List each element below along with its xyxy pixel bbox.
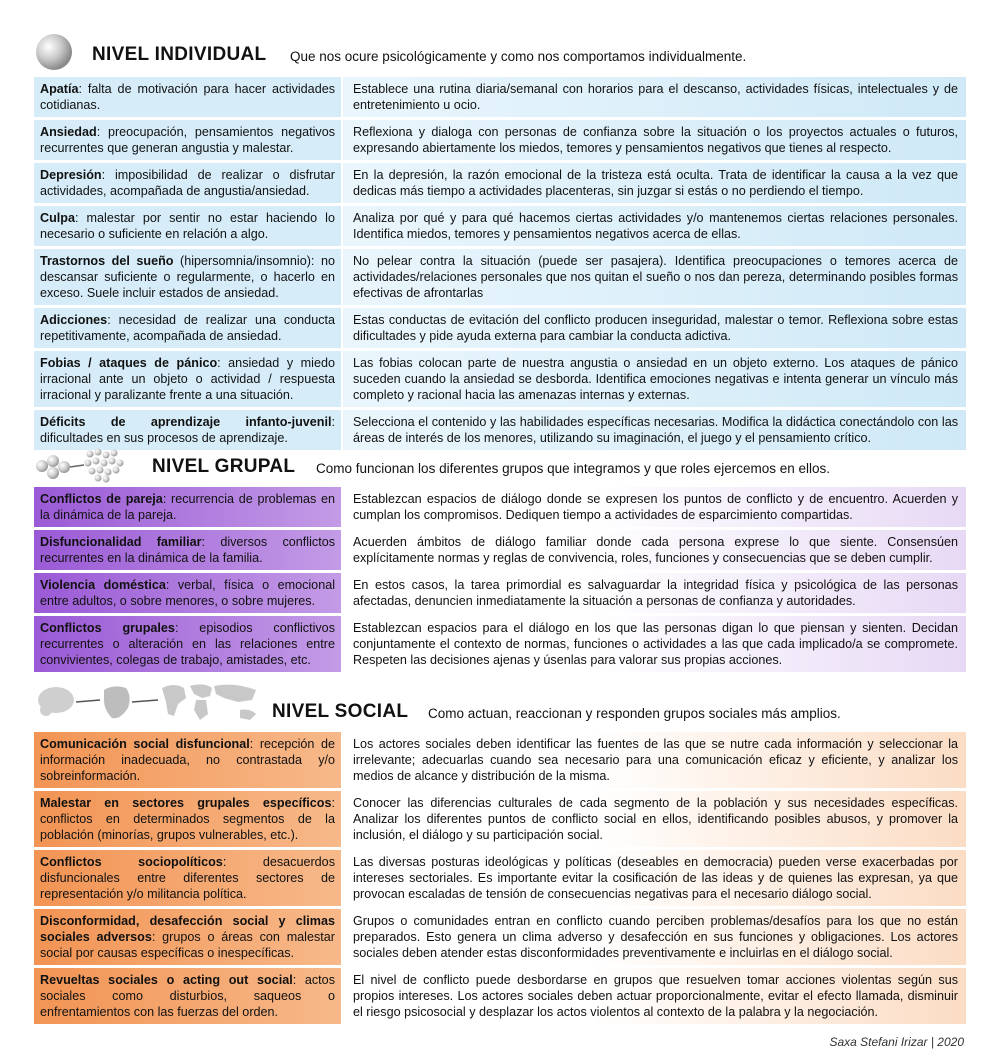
issue-description: : diversos conflictos recurrentes en la dinámica de la familia. [40,535,335,565]
issue-term: Culpa [40,211,75,225]
issue-description: (hipersomnia/insomnio): no descansar suficiente o regularmente, o hacerlo en exceso. Suele incluir estados de ansiedad. [40,254,335,300]
issue-description: : desacuerdos disfuncionales entre diferentes sectores de representación y/o militancia política. [40,855,335,901]
section-subtitle: Como actuan, reaccionan y responden grupos sociales más amplios. [428,706,841,721]
issue-cell [34,530,343,570]
issue-cell [34,351,343,407]
issue-description: : falta de motivación para hacer actividades cotidianas. [40,82,335,112]
issue-term: Déficits de aprendizaje infanto-juvenil [40,415,332,429]
table-row [34,616,966,675]
issue-term: Disconformidad, desafección social y climas sociales adversos [40,914,335,944]
table-row [34,530,966,573]
social-header [0,680,1000,724]
recommendation-cell: El nivel de conflicto puede desbordarse en grupos que resuelven tomar acciones violentas según sus propios intereses. Los actores sociales deben actuar proporcionalmente, evitar el efecto llamada, disminuir el riesgo psicosocial y desplazar los actos violentos al contexto de la palabra y la negociación. [343,968,966,1024]
issue-term: Disfuncionalidad familiar [40,535,202,549]
table-row [34,206,966,249]
sphere-icon [34,32,74,72]
issue-cell [34,909,343,965]
issue-description: : imposibilidad de realizar o disfrutar actividades, acompañada de angustia/ansiedad. [40,168,335,198]
issue-cell [34,206,343,246]
issue-term: Conflictos grupales [40,621,175,635]
issue-cell [34,732,343,788]
issue-description: : recepción de información inadecuada, no contrastada y/o sobreinformación. [40,737,335,783]
table-row [34,249,966,308]
issue-term: Adicciones [40,313,108,327]
individual-header [0,30,1000,74]
recommendation-cell: Reflexiona y dialoga con personas de confianza sobre la situación o los proyectos actuales o futuros, expresando abiertamente los miedos, temores y pensamientos negativos que tienes al respecto. [343,120,966,160]
issue-term: Trastornos del sueño [40,254,174,268]
issue-term: Depresión [40,168,102,182]
issue-term: Malestar en sectores grupales específicos [40,796,332,810]
author-credit: Saxa Stefani Irizar | 2020 [829,1035,964,1049]
issue-description: : actos sociales como disturbios, saqueos o enfrentamientos con las fuerzas del orden. [40,973,335,1019]
issue-description: : malestar por sentir no estar haciendo lo necesario o suficiente en relación a algo. [40,211,335,241]
issue-description: : episodios conflictivos recurrentes o alteración en las relaciones entre convivientes, colegas de trabajo, amistades, etc. [40,621,335,667]
issue-cell [34,487,343,527]
table-row [34,968,966,1027]
recommendation-cell: Selecciona el contenido y las habilidades específicas necesarias. Modifica la didáctica conectándolo con las áreas de interés de los menores, utilizando su imaginación, el juego y el pensamiento crítico. [343,410,966,450]
grupal-table [34,487,966,675]
issue-cell [34,249,343,305]
table-row [34,77,966,120]
recommendation-cell: Establezcan espacios para el diálogo en los que las personas digan lo que piensan y sienten. Decidan conjuntamente el contexto de normas, funciones o actividades a las que cada implicado/a se compromete. Respeten las decisiones ajenas y úsenlas para valorar sus propias acciones. [343,616,966,672]
table-row [34,850,966,909]
issue-description: : recurrencia de problemas en la dinámica de la pareja. [40,492,335,522]
recommendation-cell: Grupos o comunidades entran en conflicto cuando perciben problemas/desafíos para los que no están preparados. Esto genera un clima adverso y desafección en sus funciones y obligaciones. Los actores sociales deben atender estas disconformidades preventivamente e incluirlas en el diálogo social. [343,909,966,965]
section-subtitle: Como funcionan los diferentes grupos que integramos y que roles ejercemos en ellos. [316,461,831,476]
recommendation-cell: Los actores sociales deben identificar las fuentes de las que se nutre cada información y seleccionar la irrelevante; adecuarlas cuando sea necesario para una comunicación eficaz y eficiente, y analizar los medios de alcance y distribución de la misma. [343,732,966,788]
issue-cell [34,850,343,906]
section-title: NIVEL INDIVIDUAL [92,44,267,65]
issue-term: Conflictos de pareja [40,492,163,506]
grupal-header [0,444,1000,488]
issue-cell [34,968,343,1024]
table-row [34,909,966,968]
table-row [34,351,966,410]
issue-description: : conflictos en determinados segmentos de la población (minorías, grupos vulnerables, etc.). [40,796,335,842]
table-row [34,308,966,351]
recommendation-cell: No pelear contra la situación (puede ser pasajera). Identifica preocupaciones o temores acerca de actividades/relaciones personales que nos quitan el sueño o nos dan pereza, determinando posibles formas efectivas de afrontarlas [343,249,966,305]
table-row [34,573,966,616]
recommendation-cell: En la depresión, la razón emocional de la tristeza está oculta. Trata de identificar la causa a la vez que dedicas más tiempo a actividades placenteras, sin juzgar si estás o no perdiendo el tiempo. [343,163,966,203]
section-title: NIVEL GRUPAL [152,456,296,477]
issue-description: : dificultades en sus procesos de aprendizaje. [40,415,335,445]
issue-cell [34,791,343,847]
table-row [34,120,966,163]
recommendation-cell: Acuerden ámbitos de diálogo familiar donde cada persona exprese lo que siente. Consensúen explícitamente normas y reglas de convivencia, roles, funciones y consecuencias que se deben cumplir. [343,530,966,570]
issue-cell [34,573,343,613]
issue-term: Fobias / ataques de pánico [40,356,218,370]
issue-term: Violencia doméstica [40,578,166,592]
recommendation-cell: Las fobias colocan parte de nuestra angustia o ansiedad en un objeto externo. Los ataques de pánico suceden cuando la ansiedad se desborda. Identifica emociones negativas e intenta generar un vínculo más completo y racional hacia las amenazas internas y externas. [343,351,966,407]
issue-term: Conflictos sociopolíticos [40,855,223,869]
issue-description: : verbal, física o emocional entre adultos, o sobre menores, o sobre mujeres. [40,578,335,608]
issue-cell [34,163,343,203]
molecule-cluster-icon [34,446,134,486]
issue-term: Comunicación social disfuncional [40,737,250,751]
section-title: NIVEL SOCIAL [272,701,409,722]
recommendation-cell: Las diversas posturas ideológicas y políticas (deseables en democracia) pueden verse exacerbadas por intereses sectoriales. Es importante evitar la cosificación de las ideas y de quienes las expresan, ya que provocan escaladas de tensión de consecuencias negativas para el necesario diálogo social. [343,850,966,906]
issue-cell [34,77,343,117]
issue-term: Apatía [40,82,79,96]
recommendation-cell: En estos casos, la tarea primordial es salvaguardar la integridad física y psicológica de las personas afectadas, denuncien inmediatamente la situación a personas de confianza y autoridades. [343,573,966,613]
section-subtitle: Que nos ocure psicológicamente y como nos comportamos individualmente. [290,49,747,64]
recommendation-cell: Establezcan espacios de diálogo donde se expresen los puntos de conflicto y de encuentro. Acuerden y cumplan los compromisos. Dediquen tiempo a actividades de esparcimiento compartidas. [343,487,966,527]
table-row [34,163,966,206]
issue-cell [34,308,343,348]
recommendation-cell: Establece una rutina diaria/semanal con horarios para el descanso, actividades físicas, intelectuales y de entretenimiento u ocio. [343,77,966,117]
social-table [34,732,966,1027]
issue-term: Ansiedad [40,125,97,139]
recommendation-cell: Estas conductas de evitación del conflicto producen inseguridad, malestar o temor. Reflexiona sobre estas dificultades y pide ayuda externa para cambiar la conducta adictiva. [343,308,966,348]
issue-description: : preocupación, pensamientos negativos recurrentes que generan angustia y malestar. [40,125,335,155]
issue-description: : necesidad de realizar una conducta repetitivamente, acompañada de ansiedad. [40,313,335,343]
individual-table [34,77,966,453]
issue-description: : grupos o áreas con malestar social por causas específicas o inespecíficas. [40,930,335,960]
issue-description: : ansiedad y miedo irracional ante un objeto o actividad / respuesta irracional y paralizante frente a una situación. [40,356,335,402]
issue-term: Revueltas sociales o acting out social [40,973,293,987]
recommendation-cell: Conocer las diferencias culturales de cada segmento de la población y sus necesidades específicas. Analizar los diferentes puntos de conflicto social en ellos, identificando posibles abusos, y promover la inclusión, el diálogo y su participación social. [343,791,966,847]
table-row [34,487,966,530]
table-row [34,732,966,791]
table-row [34,791,966,850]
recommendation-cell: Analiza por qué y para qué hacemos ciertas actividades y/o mantenemos ciertas relaciones personales. Identifica miedos, temores y pensamientos negativos acerca de ellas. [343,206,966,246]
issue-cell [34,120,343,160]
world-map-icon [34,680,264,726]
issue-cell [34,616,343,672]
